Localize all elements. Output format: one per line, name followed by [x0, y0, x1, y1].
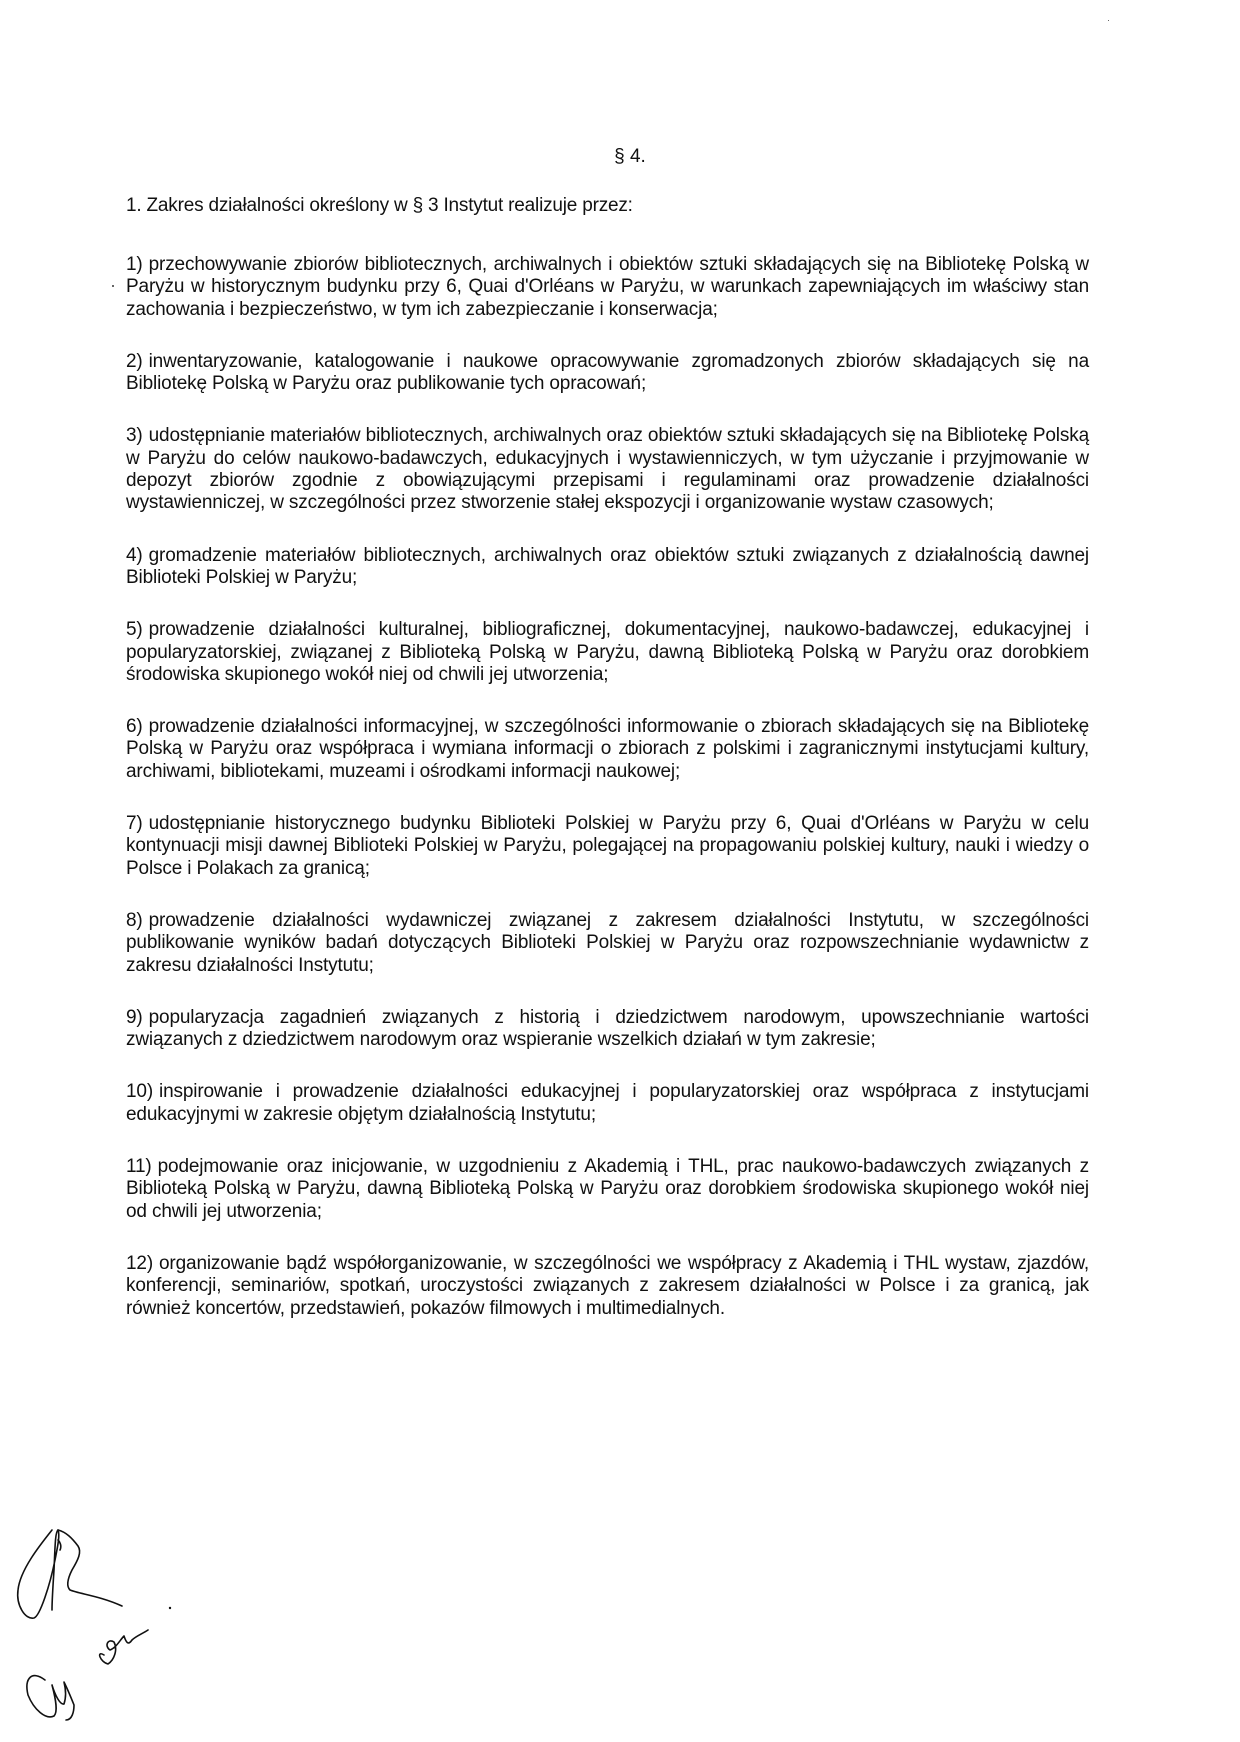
- list-item: [126, 1007, 1089, 1052]
- section-heading: § 4.: [614, 146, 646, 167]
- item-number: 7): [126, 813, 143, 835]
- item-text: prowadzenie działalności wydawniczej związanej z zakresem działalności Instytutu, w szczególności publikowanie wyników badań dotyczących Biblioteki Polskiej w Paryżu oraz rozpowszechnianie wydawnictw z zakresu działalności Instytutu;: [126, 909, 1089, 976]
- item-text: gromadzenie materiałów bibliotecznych, archiwalnych oraz obiektów sztuki związanych z działalnością dawnej Biblioteki Polskiej w Paryżu;: [126, 544, 1089, 588]
- signature-stroke: [27, 1676, 74, 1720]
- list-item: [126, 254, 1089, 321]
- item-list: [126, 254, 1089, 1350]
- item-text: inspirowanie i prowadzenie działalności edukacyjnej i popularyzatorskiej oraz współpraca z instytucjami edukacyjnymi w zakresie objętym działalnością Instytutu;: [126, 1081, 1089, 1125]
- signature-stroke: [100, 1630, 148, 1664]
- list-item: [126, 1156, 1089, 1223]
- item-number: 5): [126, 619, 143, 641]
- item-number: 4): [126, 544, 143, 566]
- list-item: [126, 351, 1089, 396]
- list-item: [126, 1253, 1089, 1320]
- item-text: prowadzenie działalności informacyjnej, w szczególności informowanie o zbiorach składających się na Bibliotekę Polską w Paryżu oraz współpraca i wymiana informacji o zbiorach z polskimi i zagranicznymi instytucjami kultury, archiwami, bibliotekami, muzeami i ośrodkami informacji naukowej;: [126, 716, 1089, 782]
- item-text: inwentaryzowanie, katalogowanie i naukowe opracowywanie zgromadzonych zbiorów składających się na Bibliotekę Polską w Paryżu oraz publikowanie tych opracowań;: [126, 350, 1089, 395]
- item-text: organizowanie bądź współorganizowanie, w szczególności we współpracy z Akademią i THL wystaw, zjazdów, konferencji, seminariów, spotkań, uroczystości związanych z zakresem działalności w Polsce i za granicą, jak również koncertów, przedstawień, pokazów filmowych i multimedialnych.: [126, 1252, 1089, 1319]
- intro-paragraph: 1. Zakres działalności określony w § 3 Instytut realizuje przez:: [126, 195, 633, 216]
- item-text: udostępnianie materiałów bibliotecznych, archiwalnych oraz obiektów sztuki składających się na Bibliotekę Polską w Paryżu do celów naukowo-badawczych, edukacyjnych i wystawienniczych, w tym użyczanie i przyjmowanie w depozyt zbiorów zgodnie z obowiązującymi przepisami i regulaminami oraz prowadzenie działalności wystawienniczej, w szczególności przez stworzenie stałej ekspozycji i organizowanie wystaw czasowych;: [126, 425, 1089, 514]
- item-number: 1): [126, 254, 143, 275]
- signature-stroke: [18, 1530, 59, 1618]
- item-text: prowadzenie działalności kulturalnej, bibliograficznej, dokumentacyjnej, naukowo-badawczej, edukacyjnej i popularyzatorskiej, związanej z Biblioteką Polską w Paryżu, dawną Biblioteką Polską w Paryżu oraz dorobkiem środowiska skupionego wokół niej od chwili jej utworzenia;: [126, 619, 1089, 685]
- item-number: 9): [126, 1006, 143, 1028]
- item-text: podejmowanie oraz inicjowanie, w uzgodnieniu z Akademią i THL, prac naukowo-badawczych związanych z Biblioteką Polską w Paryżu, dawną Biblioteką Polską w Paryżu oraz dorobkiem środowiska skupionego wokół niej od chwili jej utworzenia;: [126, 1156, 1089, 1222]
- handwritten-initials: [0, 1490, 250, 1742]
- list-item: [126, 545, 1089, 590]
- item-number: 10): [126, 1081, 154, 1103]
- scan-speck: [1108, 20, 1109, 21]
- item-number: 8): [126, 909, 143, 931]
- item-number: 11): [126, 1156, 152, 1178]
- list-item: [126, 619, 1089, 686]
- item-number: 2): [126, 350, 143, 372]
- scan-speck: [112, 285, 114, 287]
- list-item: [126, 716, 1089, 783]
- item-number: 6): [126, 716, 143, 738]
- list-item: [126, 813, 1089, 880]
- item-text: udostępnianie historycznego budynku Biblioteki Polskiej w Paryżu przy 6, Quai d'Orléans w Paryżu w celu kontynuacji misji dawnej Biblioteki Polskiej w Paryżu, polegającej na propagowaniu polskiej kultury, nauki i wiedzy o Polsce i Polakach za granicą;: [126, 813, 1089, 879]
- list-item: [126, 1081, 1089, 1126]
- item-text: przechowywanie zbiorów bibliotecznych, archiwalnych i obiektów sztuki składających się na Bibliotekę Polską w Paryżu w historycznym budynku przy 6, Quai d'Orléans w Paryżu, w warunkach zapewniających im właściwy stan zachowania i bezpieczeństwo, w tym ich zabezpieczanie i konserwacja;: [126, 254, 1089, 320]
- item-number: 12): [126, 1252, 154, 1274]
- item-text: popularyzacja zagadnień związanych z historią i dziedzictwem narodowym, upowszechnianie wartości związanych z dziedzictwem narodowym oraz wspieranie wszelkich działań w tym zakresie;: [126, 1006, 1089, 1051]
- signature-stroke: [58, 1530, 122, 1606]
- list-item: [126, 910, 1089, 977]
- signature-dot: [169, 1607, 171, 1609]
- item-number: 3): [126, 425, 143, 447]
- list-item: [126, 425, 1089, 514]
